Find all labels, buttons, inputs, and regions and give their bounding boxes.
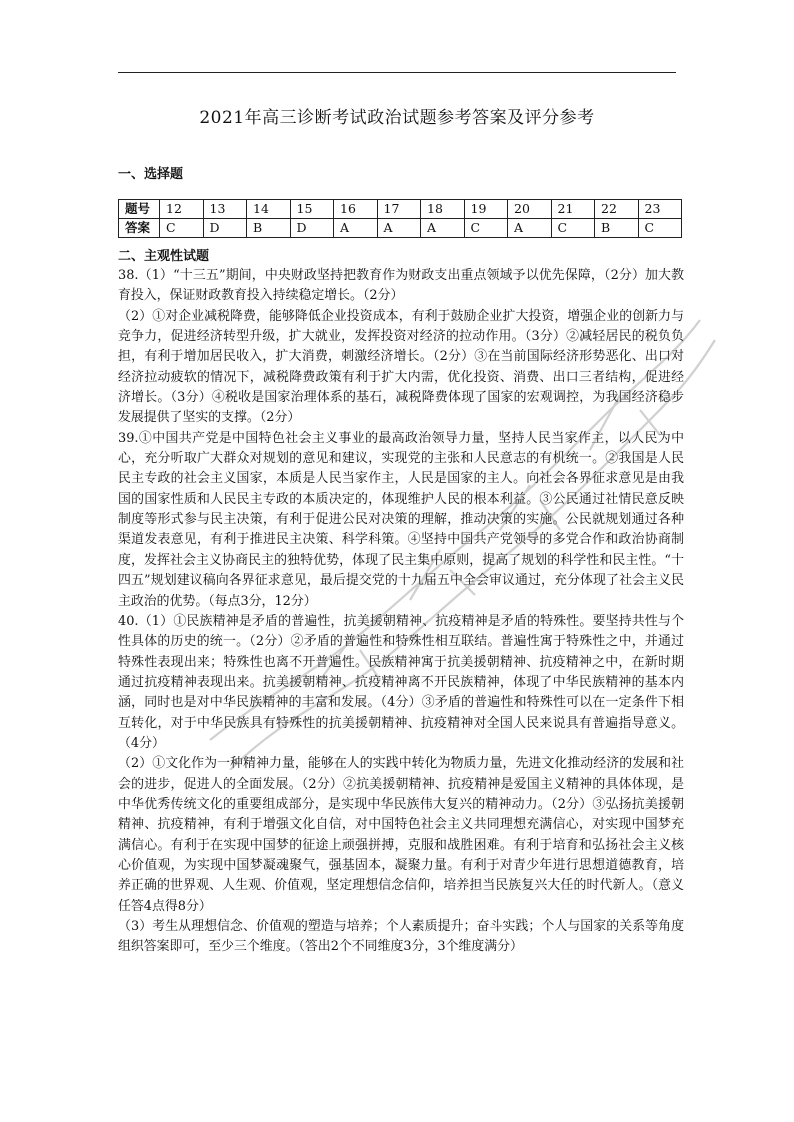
table-cell: A xyxy=(421,219,465,238)
table-cell: D xyxy=(290,219,334,238)
table-cell: A xyxy=(334,219,378,238)
table-cell: D xyxy=(203,219,247,238)
table-cell: 12 xyxy=(160,200,204,219)
table-cell: 16 xyxy=(334,200,378,219)
table-row-numbers xyxy=(119,200,682,219)
answer-40-2: （2）①文化作为一种精神力量，能够在人的实践中转化为物质力量，先进文化推动经济的发展和社会的进步，促进人的全面发展。（2分）②抗美援朝精神、抗疫精神是爱国主义精神的具体体现，是中华优秀传统文化的重要组成部分，是实现中华民族伟大复兴的精神动力。（2分）③弘扬抗美援朝精神、抗疫精神，有利于增强文化自信，对中国特色社会主义共同理想充满信心，对实现中国梦充满信心。有利于在实现中国梦的征途上顽强拼搏，克服和战胜困难。有利于培育和弘扬社会主义核心价值观，为实现中国梦凝魂聚气，强基固本，凝聚力量。有利于对青少年进行思想道德教育，培养正确的世界观、人生观、价值观，坚定理想信念信仰，培养担当民族复兴大任的时代新人。（意义任答4点得8分） xyxy=(118,756,684,914)
table-cell: 15 xyxy=(290,200,334,219)
answer-38-2: （2）①对企业减税降费，能够降低企业投资成本，有利于鼓励企业扩大投资，增强企业的创新力与竞争力，促进经济转型升级，扩大就业，发挥投资对经济的拉动作用。（3分）②减轻居民的税负负担，有利于增加居民收入，扩大消费，刺激经济增长。（2分）③在当前国际经济形势恶化、出口对经济拉动疲软的情况下，减税降费政策有利于扩大内需，优化投资、消费、出口三者结构，促进经济增长。（3分）④税收是国家治理体系的基石，减税降费体现了国家的宏观调控，为我国经济稳步发展提供了坚实的支撑。（2分） xyxy=(118,308,684,426)
answer-40-3: （3）考生从理想信念、价值观的塑造与培养；个人素质提升；奋斗实践；个人与国家的关系等角度组织答案即可，至少三个维度。（答出2个不同维度3分，3个维度满分） xyxy=(118,919,684,955)
answer-40-1: 40.（1）①民族精神是矛盾的普遍性，抗美援朝精神、抗疫精神是矛盾的特殊性。要坚持共性与个性具体的历史的统一。（2分）②矛盾的普遍性和特殊性相互联结。普遍性寓于特殊性之中，并通过特殊性表现出来；特殊性也离不开普遍性。民族精神寓于抗美援朝精神、抗疫精神之中，在新时期通过抗疫精神表现出来。抗美援朝精神、抗疫精神离不开民族精神，体现了中华民族精神的基本内涵，同时也是对中华民族精神的丰富和发展。（4分）③矛盾的普遍性和特殊性可以在一定条件下相互转化，对于中华民族具有特殊性的抗美援朝精神、抗疫精神对全国人民来说具有普遍指导意义。（4分） xyxy=(118,613,684,751)
table-cell: A xyxy=(508,219,552,238)
table-cell: B xyxy=(595,219,639,238)
answer-38-1: 38.（1）“十三五”期间，中央财政坚持把教育作为财政支出重点领域予以优先保障，（2分）加大教育投入，保证财政教育投入持续稳定增长。（2分） xyxy=(118,268,684,304)
answer-39: 39.①中国共产党是中国特色社会主义事业的最高政治领导力量，坚持人民当家作主，以人民为中心，充分听取广大群众对规划的意见和建议，实现党的主张和人民意志的有机统一。②我国是人民民主专政的社会主义国家，本质是人民当家作主，人民是国家的主人。向社会各界征求意见是由我国的国家性质和人民民主专政的本质决定的，体现维护人民的根本利益。③公民通过社情民意反映制度等形式参与民主决策，有利于促进公民对决策的理解，推动决策的实施。公民就规划通过各种渠道发表意见，有利于推进民主决策、科学科策。④坚持中国共产党领导的多党合作和政治协商制度，发挥社会主义协商民主的独特优势，体现了民主集中原则，提高了规划的科学性和民主性。“十四五”规划建议稿向各界征求意见，最后提交党的十九届五中全会审议通过，充分体现了社会主义民主政治的优势。（每点3分，12分） xyxy=(118,430,684,609)
table-cell: 21 xyxy=(551,200,595,219)
row-label-number: 题号 xyxy=(119,200,160,219)
table-cell: 18 xyxy=(421,200,465,219)
table-cell: 23 xyxy=(638,200,682,219)
top-rule xyxy=(118,72,676,73)
table-cell: 22 xyxy=(595,200,639,219)
table-row-answers xyxy=(119,219,682,238)
table-cell: 20 xyxy=(508,200,552,219)
answer-body xyxy=(118,266,684,958)
answer-table xyxy=(118,199,682,238)
table-cell: 17 xyxy=(377,200,421,219)
table-cell: 13 xyxy=(203,200,247,219)
section-heading-choice: 一、选择题 xyxy=(118,167,184,182)
table-cell: C xyxy=(160,219,204,238)
table-cell: A xyxy=(377,219,421,238)
page-title: 2021年高三诊断考试政治试题参考答案及评分参考 xyxy=(199,108,595,128)
table-cell: 19 xyxy=(464,200,508,219)
table-cell: C xyxy=(464,219,508,238)
section-heading-subjective: 二、主观性试题 xyxy=(118,249,210,264)
table-cell: C xyxy=(638,219,682,238)
row-label-answer: 答案 xyxy=(119,219,160,238)
table-cell: 14 xyxy=(247,200,291,219)
table-cell: C xyxy=(551,219,595,238)
table-cell: B xyxy=(247,219,291,238)
